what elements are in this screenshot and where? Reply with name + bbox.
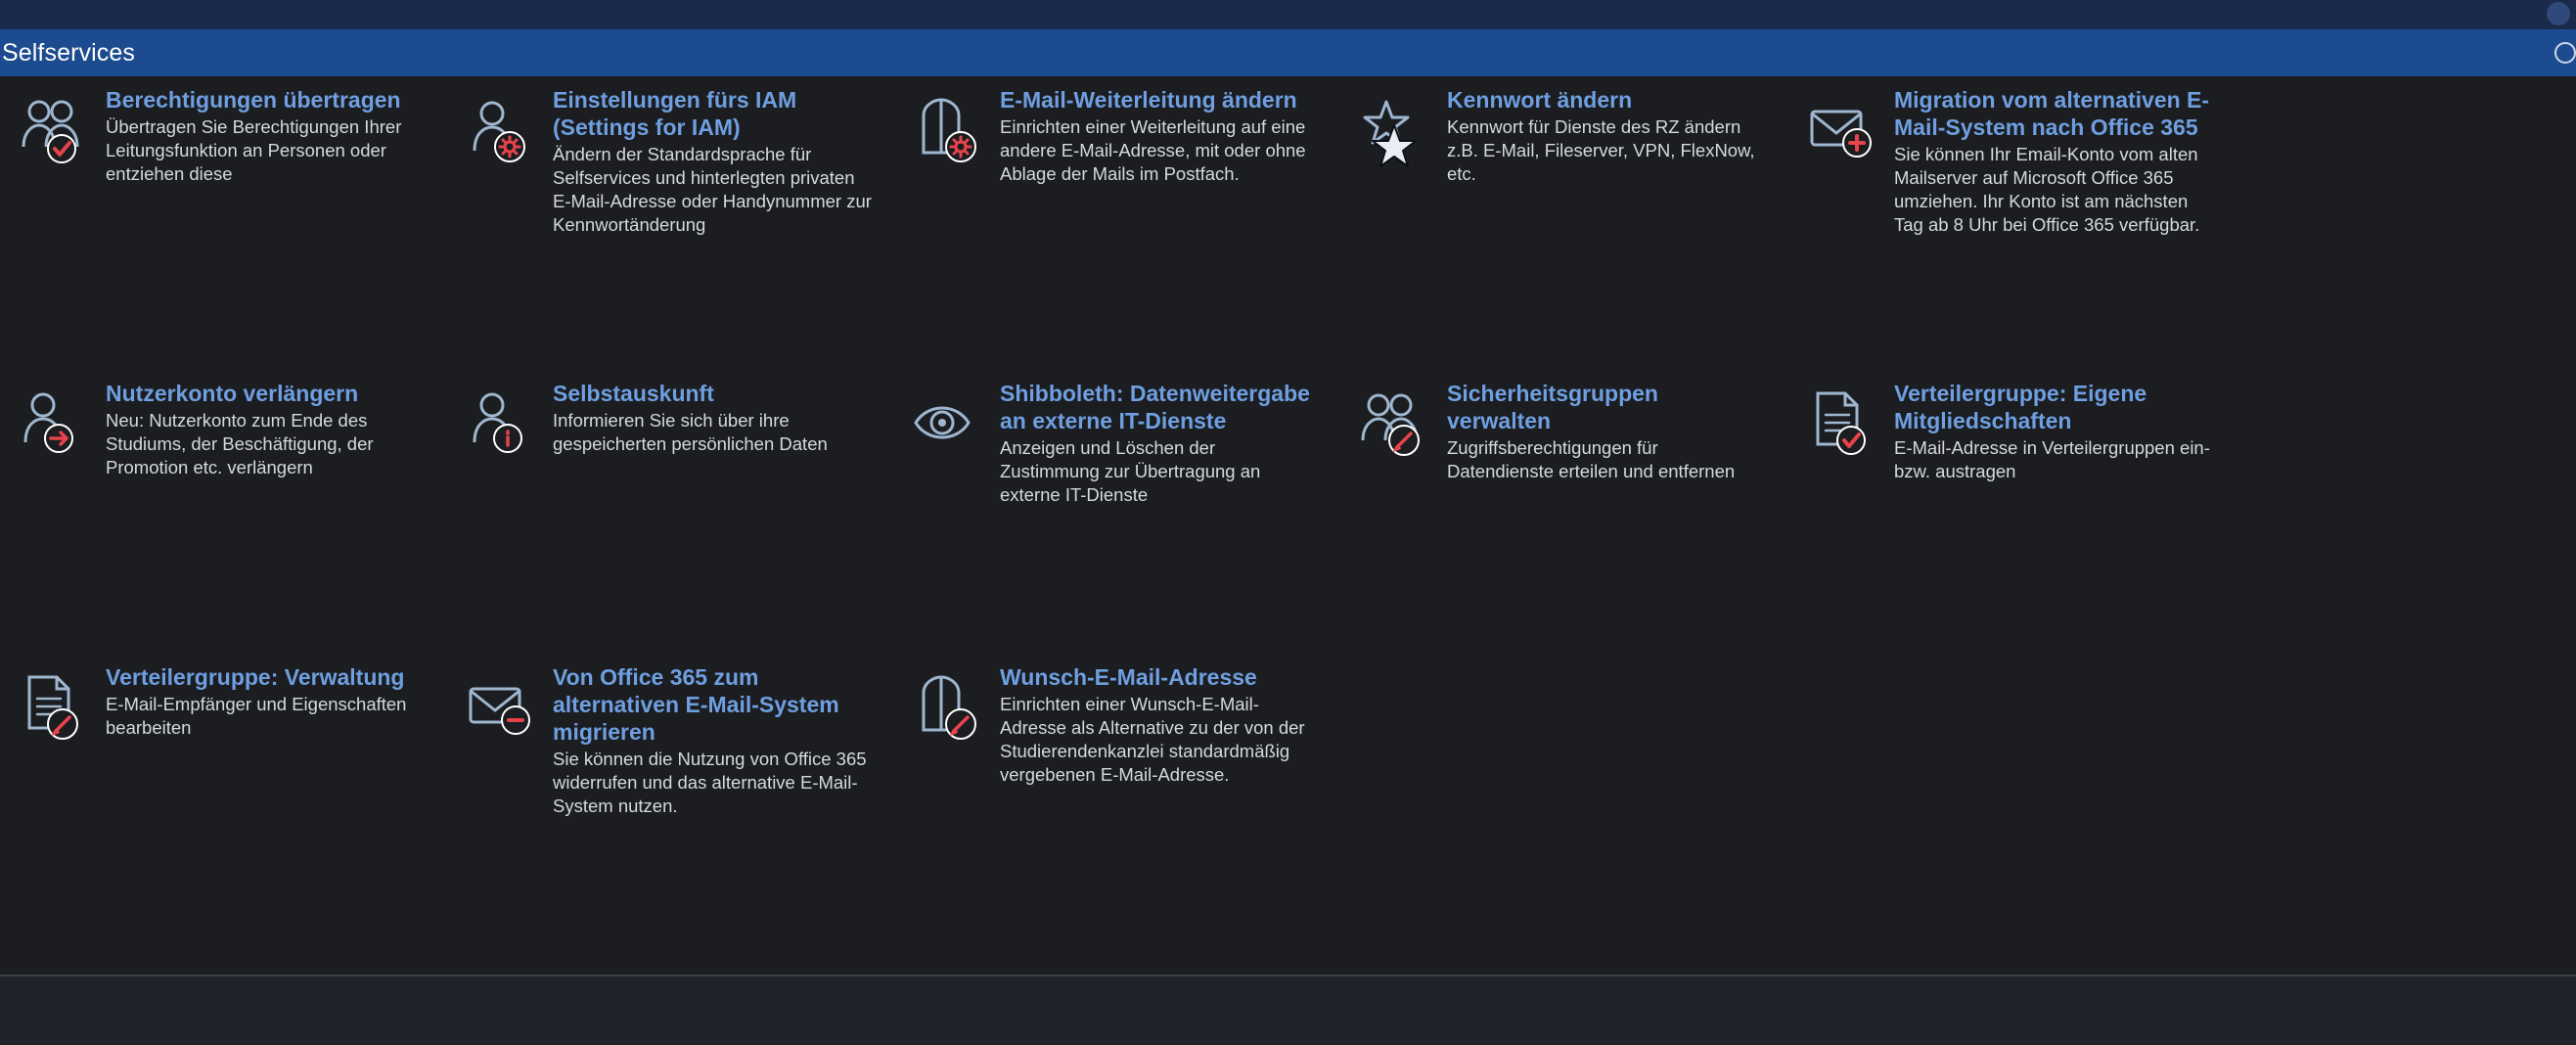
tiles-grid (0, 76, 2576, 969)
tile-text (1441, 380, 1788, 483)
tile-empty-slot (1788, 663, 2236, 818)
tile-kennwort-aendern[interactable] (1341, 86, 1788, 237)
tile-einstellungen-iam[interactable] (447, 86, 894, 237)
tile-description: Übertragen Sie Berechtigungen Ihrer Leitungsfunktion an Personen oder entziehen diese (106, 116, 402, 184)
tile-text (547, 663, 894, 818)
tile-text (547, 380, 894, 456)
two-persons-pencil-icon (1357, 386, 1441, 470)
tile-title: Von Office 365 zum alternativen E-Mail-System migrieren (553, 664, 839, 745)
envelope-plus-icon (1804, 92, 1888, 176)
top-bar (0, 0, 2576, 29)
tile-title: Nutzerkonto verlängern (106, 381, 359, 406)
footer-bar (0, 977, 2576, 1045)
tile-text (547, 86, 894, 237)
tile-title: Berechtigungen übertragen (106, 87, 401, 113)
tile-description: E-Mail-Adresse in Verteilergruppen ein- bzw. austragen (1894, 437, 2210, 481)
tile-empty-slot (1341, 663, 1788, 818)
tile-text (994, 663, 1341, 787)
tile-office365-migrieren[interactable] (447, 663, 894, 818)
person-info-icon (463, 386, 547, 470)
tiles-row (0, 663, 2576, 818)
tile-title: Einstellungen fürs IAM (Settings for IAM) (553, 87, 797, 140)
tile-description: Zugriffsberechtigungen für Datendienste erteilen und entfernen (1447, 437, 1736, 481)
tile-text (100, 663, 447, 740)
tile-description: Sie können die Nutzung von Office 365 widerrufen und das alternative E-Mail-System nutzen. (553, 749, 867, 816)
tile-verteilergruppe-mitgliedschaften[interactable] (1788, 380, 2236, 526)
tile-verteilergruppe-verwaltung[interactable] (0, 663, 447, 818)
tile-description: Einrichten einer Weiterleitung auf eine andere E-Mail-Adresse, mit oder ohne Ablage der Mails im Postfach. (1000, 116, 1306, 184)
tile-text (1441, 86, 1788, 186)
circle-avatar-icon[interactable] (2547, 2, 2570, 25)
header-bar (0, 29, 2576, 76)
circle-icon[interactable] (2554, 42, 2576, 64)
envelope-minus-icon (463, 669, 547, 753)
tile-sicherheitsgruppen[interactable] (1341, 380, 1788, 526)
two-persons-check-icon (16, 92, 100, 176)
tile-text (994, 86, 1341, 186)
tile-description: E-Mail-Empfänger und Eigenschaften bearbeiten (106, 694, 407, 738)
tile-wunsch-email-adresse[interactable] (894, 663, 1341, 818)
mailbox-gear-icon (910, 92, 994, 176)
tile-text (994, 380, 1341, 507)
tile-shibboleth[interactable] (894, 380, 1341, 526)
tile-text (1888, 380, 2236, 483)
tile-text (100, 86, 447, 186)
tile-description: Einrichten einer Wunsch-E-Mail-Adresse als Alternative zu der von der Studierendenkanzlei standardmäßig vergebenen E-Mail-Adresse. (1000, 694, 1305, 785)
document-check-icon (1804, 386, 1888, 470)
page-title: Selfservices (2, 38, 135, 67)
tile-title: Sicherheitsgruppen verwalten (1447, 381, 1658, 433)
tile-title: Wunsch-E-Mail-Adresse (1000, 664, 1257, 690)
person-gear-icon (463, 92, 547, 176)
tile-title: Selbstauskunft (553, 381, 714, 406)
document-pencil-icon (16, 669, 100, 753)
tile-description: Kennwort für Dienste des RZ ändern z.B. E-Mail, Fileserver, VPN, FlexNow, etc. (1447, 116, 1755, 184)
person-arrow-right-icon (16, 386, 100, 470)
tile-description: Neu: Nutzerkonto zum Ende des Studiums, der Beschäftigung, der Promotion etc. verlängern (106, 410, 374, 477)
tile-description: Ändern der Standardsprache für Selfservices und hinterlegten privaten E-Mail-Adresse oder Handynummer zur Kennwortänderung (553, 144, 872, 235)
tile-selbstauskunft[interactable] (447, 380, 894, 526)
tile-migration-office365[interactable] (1788, 86, 2236, 237)
tile-description: Informieren Sie sich über ihre gespeicherten persönlichen Daten (553, 410, 828, 454)
tile-nutzerkonto-verlaengern[interactable] (0, 380, 447, 526)
eye-icon (910, 386, 994, 470)
tile-title: Migration vom alternativen E-Mail-System nach Office 365 (1894, 87, 2210, 140)
tile-text (100, 380, 447, 479)
stars-icon (1357, 92, 1441, 176)
tiles-row (0, 380, 2576, 526)
tile-email-weiterleitung[interactable] (894, 86, 1341, 237)
tile-berechtigungen-uebertragen[interactable] (0, 86, 447, 237)
tile-description: Anzeigen und Löschen der Zustimmung zur Übertragung an externe IT-Dienste (1000, 437, 1261, 505)
tiles-row (0, 86, 2576, 237)
tile-text (1888, 86, 2236, 237)
tile-title: Shibboleth: Datenweitergabe an externe IT-Dienste (1000, 381, 1310, 433)
tile-title: Verteilergruppe: Eigene Mitgliedschaften (1894, 381, 2147, 433)
tile-title: Kennwort ändern (1447, 87, 1633, 113)
mailbox-pencil-icon (910, 669, 994, 753)
tile-description: Sie können Ihr Email-Konto vom alten Mailserver auf Microsoft Office 365 umziehen. Ihr Konto ist am nächsten Tag ab 8 Uhr bei Office 365 verfügbar. (1894, 144, 2200, 235)
tile-title: E-Mail-Weiterleitung ändern (1000, 87, 1297, 113)
tile-title: Verteilergruppe: Verwaltung (106, 664, 405, 690)
